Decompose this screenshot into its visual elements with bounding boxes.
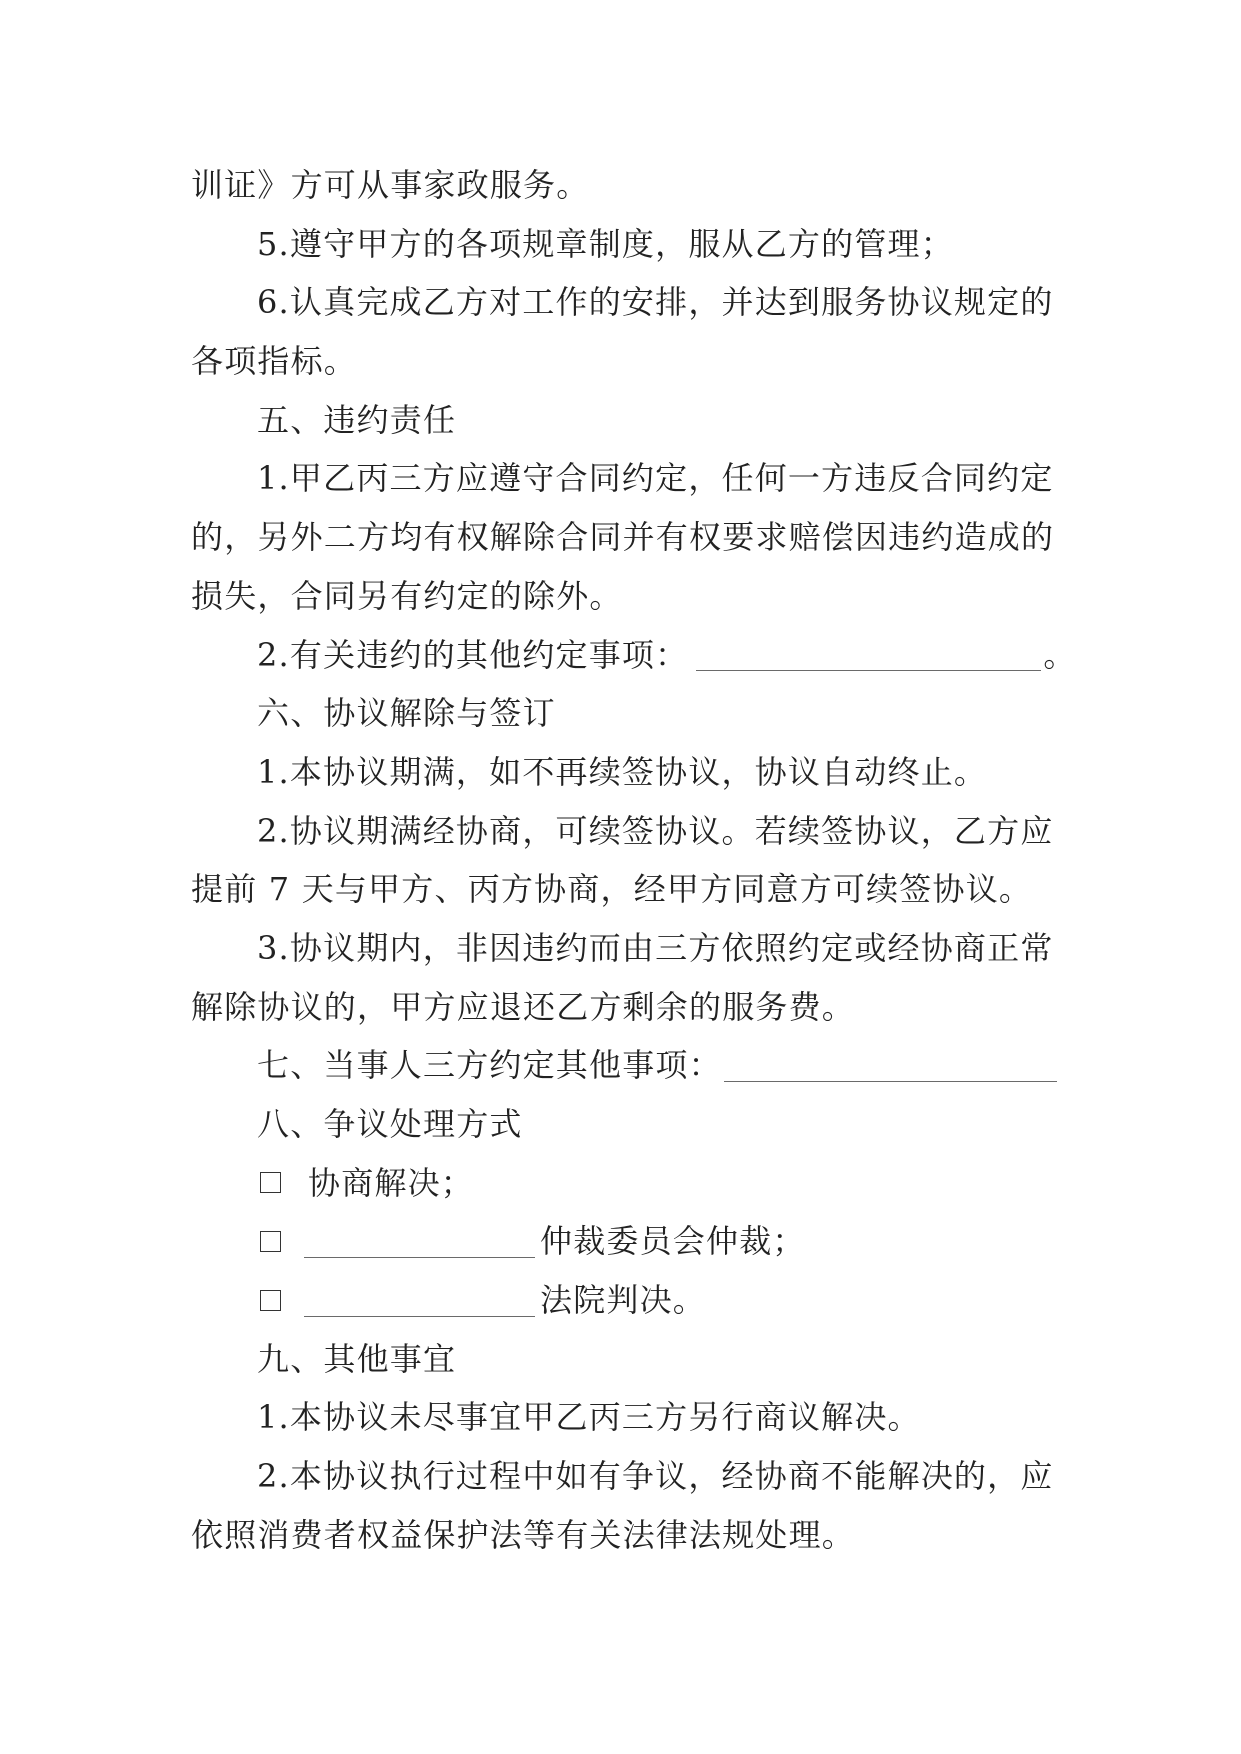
dispute-option-court [191, 1271, 1091, 1330]
misc-item-2 [191, 1447, 1091, 1506]
option-text: 仲裁委员会仲裁； [540, 1222, 806, 1261]
checkbox-icon [260, 1290, 281, 1311]
line-text: 各项指标。 [191, 342, 358, 381]
fill-in-blank [724, 1049, 1057, 1082]
section-heading-miscellaneous [191, 1330, 1091, 1389]
option-text: 协商解决； [308, 1163, 475, 1202]
paragraph-line [191, 156, 1091, 215]
clause-item-5 [191, 215, 1091, 274]
line-text: 2.本协议执行过程中如有争议，经协商不能解决的，应 [257, 1457, 1054, 1496]
line-text: 1.甲乙丙三方应遵守合同约定，任何一方违反合同约定 [257, 459, 1054, 498]
dispute-option-arbitration [191, 1212, 1091, 1271]
line-text: 6.认真完成乙方对工作的安排，并达到服务协议规定的 [257, 283, 1054, 322]
fill-in-blank [304, 1225, 535, 1258]
termination-item-2 [191, 802, 1091, 861]
heading-text: 五、违约责任 [257, 400, 457, 439]
line-text: 1.本协议未尽事宜甲乙丙三方另行商议解决。 [257, 1398, 921, 1437]
line-text: 5.遵守甲方的各项规章制度，服从乙方的管理； [257, 224, 954, 263]
section-heading-termination [191, 684, 1091, 743]
section-heading-other-agreements [191, 1036, 1091, 1095]
paragraph-line [191, 1506, 1091, 1565]
document-body [191, 156, 1091, 1565]
termination-item-3 [191, 919, 1091, 978]
line-text: 提前 7 天与甲方、丙方协商，经甲方同意方可续签协议。 [191, 870, 1033, 909]
breach-item-2 [191, 626, 1091, 685]
section-heading-dispute-resolution [191, 1095, 1091, 1154]
paragraph-line [191, 860, 1091, 919]
fill-in-blank [304, 1284, 535, 1317]
paragraph-line [191, 508, 1091, 567]
line-text: 的，另外二方均有权解除合同并有权要求赔偿因违约造成的 [191, 518, 1055, 557]
line-text-after: 。 [1043, 635, 1077, 674]
misc-item-1 [191, 1388, 1091, 1447]
heading-text: 七、当事人三方约定其他事项： [257, 1046, 722, 1085]
termination-item-1 [191, 743, 1091, 802]
option-text: 法院判决。 [540, 1281, 707, 1320]
heading-text: 九、其他事宜 [257, 1339, 457, 1378]
section-heading-breach-liability [191, 391, 1091, 450]
line-text: 1.本协议期满，如不再续签协议，协议自动终止。 [257, 752, 988, 791]
breach-item-1 [191, 449, 1091, 508]
fill-in-blank [696, 638, 1041, 671]
checkbox-icon [260, 1172, 281, 1193]
line-text: 依照消费者权益保护法等有关法律法规处理。 [191, 1515, 856, 1554]
line-text: 训证》方可从事家政服务。 [191, 166, 590, 204]
heading-text: 六、协议解除与签订 [257, 694, 556, 733]
dispute-option-negotiation [191, 1154, 1091, 1213]
checkbox-icon [260, 1231, 281, 1252]
line-text: 损失，合同另有约定的除外。 [191, 576, 623, 615]
line-text: 2.有关违约的其他约定事项： [257, 635, 689, 674]
paragraph-line [191, 332, 1091, 391]
paragraph-line [191, 567, 1091, 626]
clause-item-6 [191, 273, 1091, 332]
line-text: 3.协议期内，非因违约而由三方依照约定或经协商正常 [257, 928, 1054, 967]
heading-text: 八、争议处理方式 [257, 1105, 523, 1143]
line-text: 2.协议期满经协商，可续签协议。若续签协议，乙方应 [257, 811, 1054, 850]
line-text: 解除协议的，甲方应退还乙方剩余的服务费。 [191, 987, 856, 1026]
paragraph-line [191, 978, 1091, 1037]
